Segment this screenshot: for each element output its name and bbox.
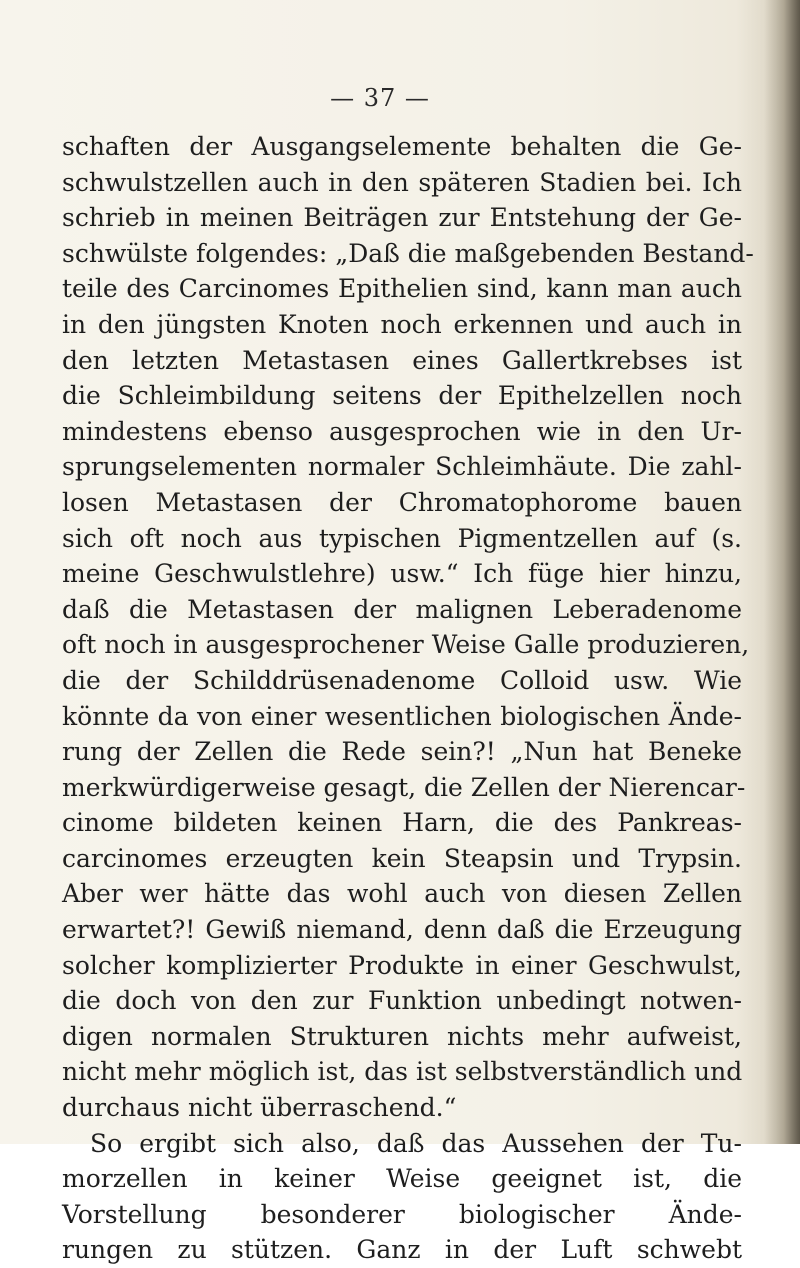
text-line: losen Metastasen der Chromatophorome bauen [62,487,742,517]
text-line: mindestens ebenso ausgesprochen wie in den Ur- [62,416,742,446]
text-line: morzellen in keiner Weise geeignet ist, die [62,1164,742,1194]
text-line: erwartet?! Gewiß niemand, denn daß die Erzeugung [62,915,742,945]
text-line: den letzten Metastasen eines Gallertkrebses ist [62,345,742,375]
text-line: merkwürdigerweise gesagt, die Zellen der Nierencar- [62,772,746,802]
page-edge-shadow [764,0,800,1144]
text-line: durchaus nicht überraschend.“ [62,1093,457,1123]
text-line: solcher komplizierter Produkte in einer Geschwulst, [62,950,742,980]
text-line: oft noch in ausgesprochener Weise Galle produzieren, [62,630,750,660]
page-number: — 37 — [330,84,430,112]
text-line: daß die Metastasen der malignen Leberadenome [62,594,742,624]
text-line: schwülste folgendes: „Daß die maßgebenden Bestand- [62,238,754,268]
text-line: schrieb in meinen Beiträgen zur Entstehung der Ge- [62,203,742,233]
text-line: teile des Carcinomes Epithelien sind, kann man auch [62,274,742,304]
text-line: nicht mehr möglich ist, das ist selbstverständlich und [62,1057,743,1087]
text-line: Aber wer hätte das wohl auch von diesen Zellen [62,879,742,909]
text-line: in den jüngsten Knoten noch erkennen und auch in [62,309,742,339]
text-line: rungen zu stützen. Ganz in der Luft schwebt [62,1235,742,1265]
text-line: die Schleimbildung seitens der Epithelzellen noch [62,381,742,411]
text-line: schwulstzellen auch in den späteren Stadien bei. Ich [62,167,742,197]
text-line: die der Schilddrüsenadenome Colloid usw. Wie [62,665,742,695]
text-line: digen normalen Strukturen nichts mehr aufweist, [62,1021,742,1051]
text-line: carcinomes erzeugten kein Steapsin und Trypsin. [62,843,742,873]
text-line: meine Geschwulstlehre) usw.“ Ich füge hier hinzu, [62,559,742,589]
text-line: So ergibt sich also, daß das Aussehen der Tu- [90,1128,742,1158]
text-line: sprungselementen normaler Schleimhäute. Die zahl- [62,452,742,482]
text-line: die doch von den zur Funktion unbedingt notwen- [62,986,742,1016]
text-line: rung der Zellen die Rede sein?! „Nun hat Beneke [62,737,742,767]
text-line: könnte da von einer wesentlichen biologischen Ände- [62,701,742,731]
text-line: Vorstellung besonderer biologischer Ände- [62,1199,742,1229]
text-line: schaften der Ausgangselemente behalten die Ge- [62,132,742,161]
body-text [62,129,754,1268]
text-line: sich oft noch aus typischen Pigmentzellen auf (s. [62,523,742,553]
text-line: cinome bildeten keinen Harn, die des Pankreas- [62,808,742,838]
